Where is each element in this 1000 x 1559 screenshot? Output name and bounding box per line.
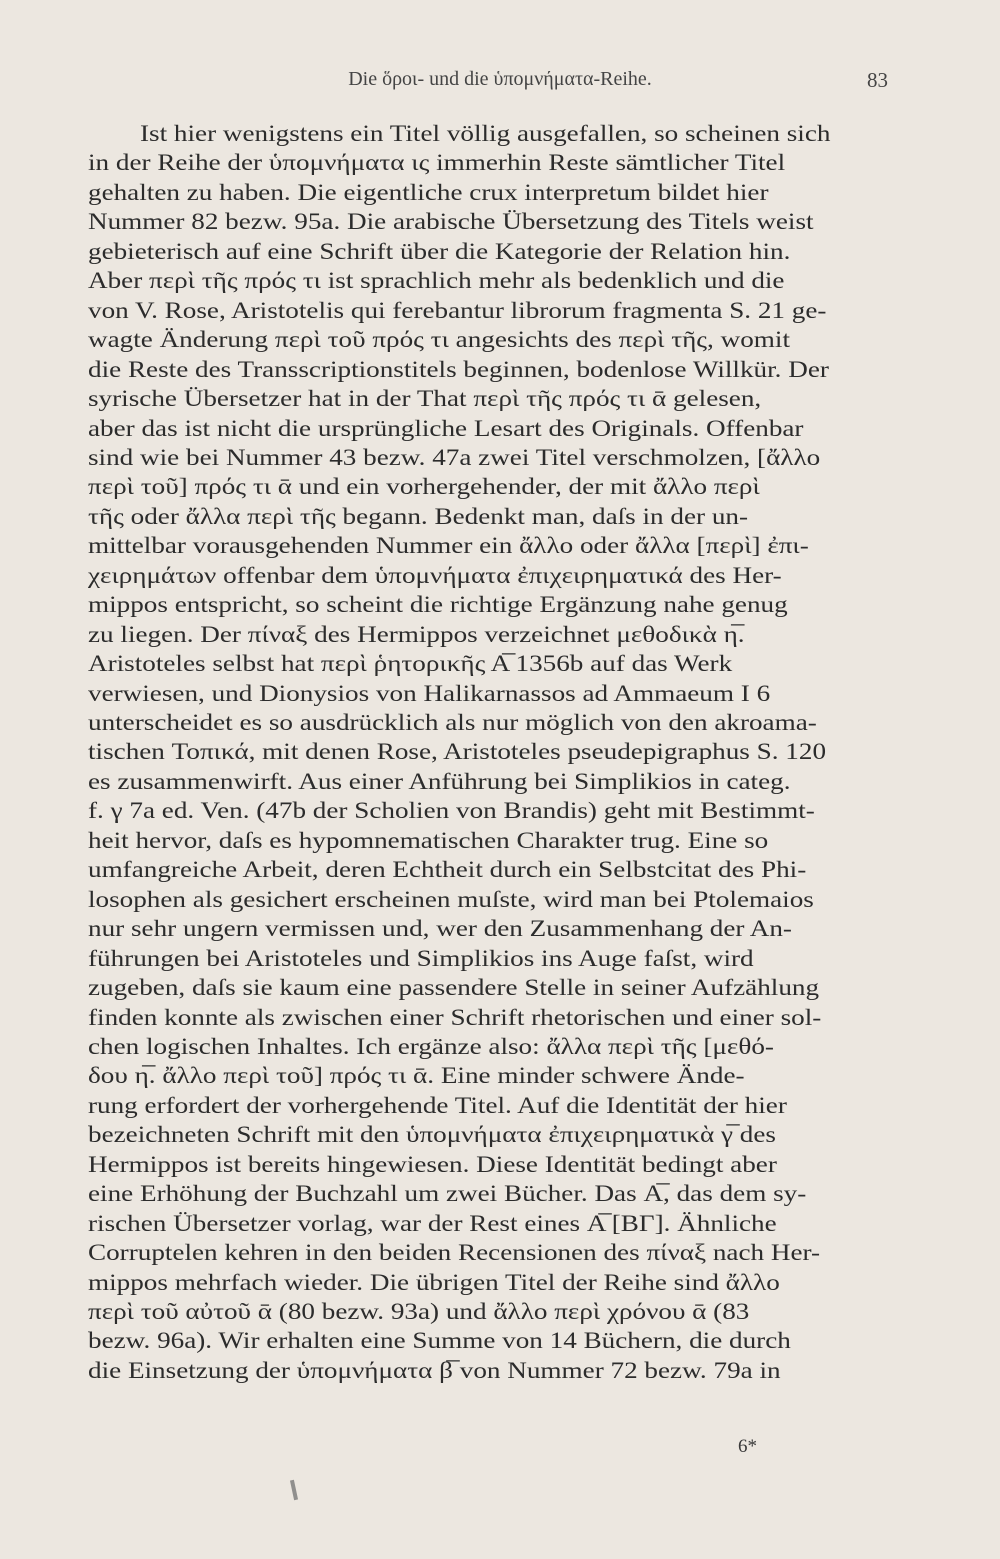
text-line-content: finden konnte als zwischen einer Schrift rhetorischen und einer sol- (88, 1004, 822, 1030)
ink-speck (290, 1480, 298, 1500)
text-line (0, 680, 1000, 708)
text-line (0, 356, 1000, 384)
text-line-content: f. γ 7a ed. Ven. (47b der Scholien von Brandis) geht mit Bestimmt- (88, 798, 815, 824)
text-line-content: bezw. 96a). Wir erhalten eine Summe von 14 Büchern, die durch (88, 1328, 791, 1354)
text-line (0, 1121, 1000, 1149)
text-line-content: Ist hier wenigstens ein Titel völlig ausgefallen, so scheinen sich (140, 121, 831, 146)
text-line (0, 709, 1000, 737)
text-line (0, 1239, 1000, 1267)
text-line-content: aber das ist nicht die ursprüngliche Lesart des Originals. Offenbar (88, 415, 804, 441)
text-line-content: δου η̅. ἄλλο περὶ τοῦ] πρός τι ᾱ. Eine minder schwere Ände- (88, 1063, 745, 1089)
text-line-content: περὶ τοῦ] πρός τι ᾱ und ein vorhergehender, der mit ἄλλο περὶ (88, 474, 760, 500)
text-line (0, 650, 1000, 678)
text-line-content: Hermippos ist bereits hingewiesen. Diese Identität bedingt aber (88, 1151, 777, 1177)
text-line (0, 1151, 1000, 1179)
text-line (0, 591, 1000, 619)
text-line (0, 738, 1000, 766)
text-line (0, 149, 1000, 177)
text-line (0, 562, 1000, 590)
text-line-content: rischen Übersetzer vorlag, war der Rest eines Α̅ [ΒΓ]. Ähnliche (88, 1210, 777, 1236)
text-line (0, 827, 1000, 855)
text-line (0, 208, 1000, 236)
text-line (0, 238, 1000, 266)
text-line-content: heit hervor, daſs es hypomnematischen Charakter trug. Eine so (88, 827, 769, 853)
text-line-content: umfangreiche Arbeit, deren Echtheit durch ein Selbstcitat des Phi- (88, 857, 807, 883)
text-line (0, 621, 1000, 649)
text-line (0, 326, 1000, 354)
text-line (0, 856, 1000, 884)
text-line-content: in der Reihe der ὑπομνήματα ις immerhin Reste sämtlicher Titel (88, 150, 786, 176)
text-line (0, 503, 1000, 531)
text-line-content: Aristoteles selbst hat περὶ ῥητορικῆς Α̅ 1356b auf das Werk (88, 651, 733, 677)
text-line (0, 1269, 1000, 1297)
text-line-content: zugeben, daſs sie kaum eine passendere Stelle in seiner Aufzählung (88, 975, 820, 1001)
text-line-content: losophen als gesichert erscheinen muſste, wird man bei Ptolemaios (88, 886, 814, 912)
text-line-content: Nummer 82 bezw. 95a. Die arabische Übersetzung des Titels weist (88, 209, 814, 235)
text-line (0, 179, 1000, 207)
text-line (0, 1092, 1000, 1120)
text-line-content: τῆς oder ἄλλα περὶ τῆς begann. Bedenkt man, daſs in der un- (88, 503, 749, 529)
text-line (0, 415, 1000, 443)
text-line (0, 1004, 1000, 1032)
text-line-content: περὶ τοῦ αὐτοῦ ᾱ (80 bezw. 93a) und ἄλλο περὶ χρόνου ᾱ (83 (88, 1299, 750, 1324)
text-line (0, 267, 1000, 295)
text-line (0, 1327, 1000, 1355)
text-line-content: mittelbar vorausgehenden Nummer ein ἄλλο oder ἄλλα [περὶ] ἐπι- (88, 533, 809, 559)
text-line-content: eine Erhöhung der Buchzahl um zwei Bücher. Das Α̅, das dem sy- (88, 1181, 807, 1207)
text-line-content: χειρημάτων offenbar dem ὑπομνήματα ἐπιχειρηματικά des Her- (88, 562, 782, 588)
text-line-content: chen logischen Inhaltes. Ich ergänze also: ἄλλα περὶ τῆς [μεθό- (88, 1033, 774, 1059)
text-line-content: von V. Rose, Aristotelis qui ferebantur librorum fragmenta S. 21 ge- (88, 297, 827, 323)
text-line-content: es zusammenwirft. Aus einer Anführung bei Simplikios in categ. (88, 768, 791, 794)
text-line-content: Aber περὶ τῆς πρός τι ist sprachlich mehr als bedenklich und die (88, 268, 785, 294)
text-line-content: nur sehr ungern vermissen und, wer den Zusammenhang der An- (88, 916, 792, 942)
text-line-content: sind wie bei Nummer 43 bezw. 47a zwei Titel verschmolzen, [ἄλλο (88, 444, 821, 470)
text-line (0, 385, 1000, 413)
text-line-content: unterscheidet es so ausdrücklich als nur möglich von den akroama- (88, 710, 817, 735)
text-line (0, 768, 1000, 796)
text-line (0, 532, 1000, 560)
text-line (0, 974, 1000, 1002)
text-line-content: die Einsetzung der ὑπομνήματα β̅ von Nummer 72 bezw. 79a in (88, 1357, 781, 1383)
text-line (0, 1210, 1000, 1238)
text-line (0, 945, 1000, 973)
text-line-content: syrische Übersetzer hat in der That περὶ τῆς πρός τι ᾱ gelesen, (88, 386, 762, 412)
page-header (0, 64, 1000, 98)
text-line (0, 886, 1000, 914)
text-line-content: die Reste des Transscriptionstitels beginnen, bodenlose Willkür. Der (88, 356, 829, 382)
printer-signature-mark: 6* (738, 1436, 757, 1457)
text-line-content: mippos mehrfach wieder. Die übrigen Titel der Reihe sind ἄλλο (88, 1269, 780, 1295)
text-line-content: wagte Änderung περὶ τοῦ πρός τι angesichts des περὶ τῆς, womit (88, 327, 790, 353)
text-line (0, 444, 1000, 472)
text-line (0, 120, 1000, 148)
text-line (0, 1062, 1000, 1090)
text-line-content: Corruptelen kehren in den beiden Recensionen des πίναξ nach Her- (88, 1240, 821, 1266)
running-title: Die ὅροι- und die ὑπομνήματα-Reihe. (348, 68, 652, 90)
text-line (0, 797, 1000, 825)
text-line-content: gehalten zu haben. Die eigentliche crux interpretum bildet hier (88, 179, 769, 205)
text-line (0, 915, 1000, 943)
text-line-content: rung erfordert der vorhergehende Titel. Auf die Identität der hier (88, 1092, 787, 1118)
text-line-content: führungen bei Aristoteles und Simplikios ins Auge faſst, wird (88, 945, 754, 971)
text-line-content: mippos entspricht, so scheint die richtige Ergänzung nahe genug (88, 592, 788, 618)
text-line (0, 297, 1000, 325)
text-line (0, 1033, 1000, 1061)
text-line-content: verwiesen, und Dionysios von Halikarnassos ad Ammaeum I 6 (88, 680, 771, 706)
page-number: 83 (867, 68, 888, 92)
text-line-content: bezeichneten Schrift mit den ὑπομνήματα ἐπιχειρηματικὰ γ̅ des (88, 1122, 776, 1148)
text-line-content: gebieterisch auf eine Schrift über die Kategorie der Relation hin. (88, 238, 791, 264)
text-line-content: tischen Τοπικά, mit denen Rose, Aristoteles pseudepigraphus S. 120 (88, 739, 827, 765)
text-line (0, 473, 1000, 501)
text-line (0, 1298, 1000, 1326)
text-line (0, 1180, 1000, 1208)
text-line (0, 1357, 1000, 1385)
text-line-content: zu liegen. Der πίναξ des Hermippos verzeichnet μεθοδικὰ η̅. (88, 621, 745, 647)
